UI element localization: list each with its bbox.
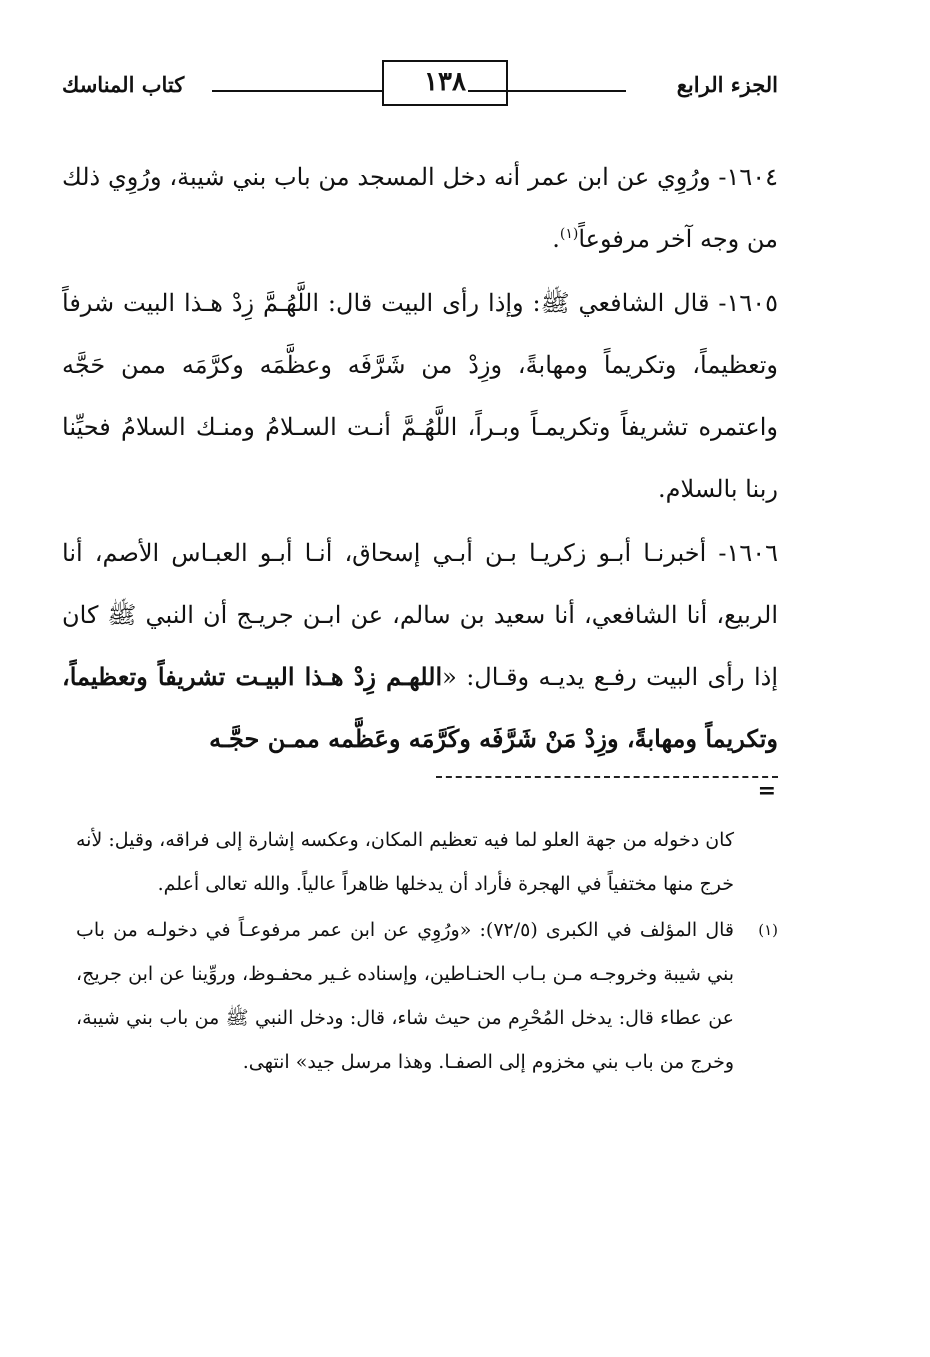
bold-supplication-text: اللهـم زِدْ هـذا البيـت تشريفاً وتعظيماً، وتكريماً ومهابةً، وزِدْ مَنْ شَرَّفَه وكَرَّمَه وعَظَّمه ممـن حجَّـه [62, 662, 778, 753]
paragraph-text: ١٦٠٦- أخبرنـا أبـو زكريـا بـن أبـي إسحاق، أنـا أبـو العبـاس الأصم، أنا الربيع، أنا الشافعي، أنا سعيد بن سالم، عن ابـن جريـج أن النبي ﷺ كان إذا رأى البيت رفـع يديـه وقـال: « [62, 539, 778, 691]
running-header [62, 66, 778, 118]
chapter-title: كتاب المناسك [62, 72, 185, 97]
book-page [62, 66, 778, 1084]
paragraph-1604 [62, 146, 778, 270]
main-text [62, 146, 778, 770]
volume-title: الجزء الرابع [676, 72, 778, 97]
footnote-separator [436, 774, 778, 804]
dashed-rule [436, 776, 778, 778]
footnote-1 [62, 908, 778, 1084]
footnotes [62, 818, 778, 1084]
footnote-marker: (١) [758, 921, 778, 939]
continuation-mark: = [757, 778, 776, 804]
page-number-box [382, 60, 508, 106]
paragraph-text: ١٦٠٥- قال الشافعي ﷺ: وإذا رأى البيت قال: اللَّهُـمَّ زِدْ هـذا البيت شرفاً وتعظيماً، وتكريماً ومهابةً، وزِدْ من شَرَّفَه وعظَّمَه وكرَّمَه ممن حَجَّه واعتمره تشريفاً وتكريمـاً وبـراً، اللَّهُـمَّ أنـت السـلامُ ومنـك السلامُ فحيِّنا ربنا بالسلام. [62, 289, 778, 503]
paragraph-1606 [62, 522, 778, 770]
paragraph-end: . [552, 225, 560, 253]
page-number: ١٣٨ [424, 67, 466, 97]
header-rule-left [212, 90, 382, 92]
footnote-text: قال المؤلف في الكبرى (٧٢/٥): «ورُوِي عن ابن عمر مرفوعـاً في دخولـه من باب بني شيبة وخروجـه مـن بـاب الحنـاطين، وإسناده غـير محفـوظ، وروِّينا عن ابن جريج، عن عطاء قال: يدخل المُحْرِم من حيث شاء، قال: ودخل النبي ﷺ من باب بني شيبة، وخرج من باب بني مخزوم إلى الصفـا. وهذا مرسل جيد» انتهى. [76, 919, 734, 1073]
footnote-continuation: كان دخوله من جهة العلو لما فيه تعظيم المكان، وعكسه إشارة إلى فراقه، وقيل: لأنه خرج منها مختفياً في الهجرة فأراد أن يدخلها ظاهراً عالياً. والله تعالى أعلم. [76, 829, 734, 895]
paragraph-1605 [62, 272, 778, 520]
footnote-reference: (١) [559, 226, 579, 242]
paragraph-text: ١٦٠٤- ورُوِي عن ابن عمر أنه دخل المسجد من باب بني شيبة، ورُوِي ذلك من وجه آخر مرفوعاً [62, 163, 778, 253]
